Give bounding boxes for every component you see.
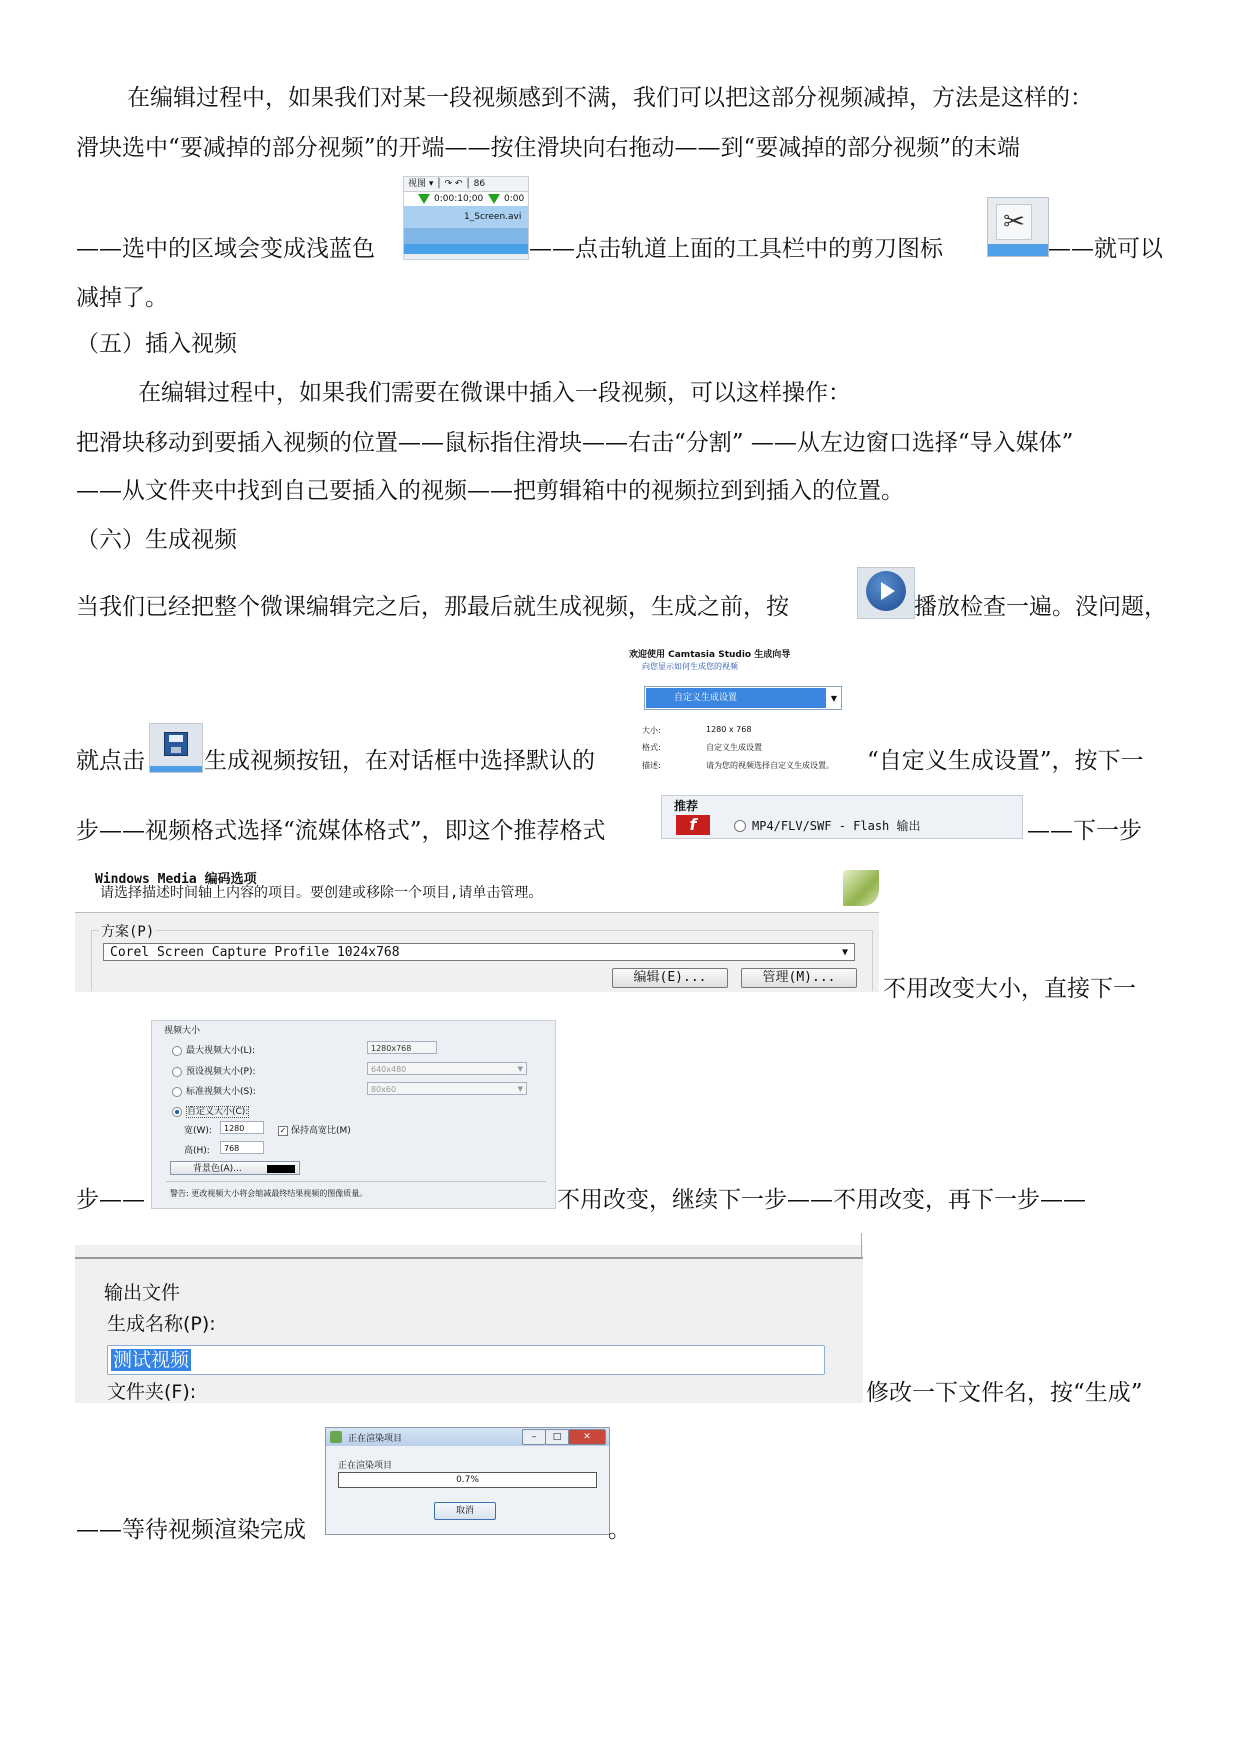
paragraph-3-line-5a: 步—— [76, 1187, 145, 1213]
paragraph-2-line-1: 在编辑过程中，如果我们需要在微课中插入一段视频，可以这样操作： [138, 380, 851, 406]
time-right: 0:00 [504, 194, 525, 204]
option-preset-size: 预设视频大小(P): [172, 1064, 255, 1077]
wizard-preset-value: 自定义生成设置 [674, 693, 738, 703]
start-marker-icon [418, 194, 430, 204]
timeline-clip: 1_Screen.avi [404, 206, 528, 228]
play-icon [866, 571, 906, 611]
wizard-size-row: 大小: 1280 x 768 [642, 725, 752, 735]
wizard-format-row: 格式: 自定义生成设置 [642, 743, 762, 752]
paragraph-3-line-2b: 生成视频按钮，在对话框中选择默认的 [204, 748, 595, 774]
windows-media-encoding-image [75, 868, 879, 992]
render-progress-text: 0.7% [456, 1475, 479, 1485]
flash-logo-icon: f [676, 815, 710, 835]
maximize-icon: □ [545, 1429, 569, 1445]
height-label: 高(H): [184, 1146, 210, 1156]
time-left: 0:00:10;00 [434, 194, 484, 204]
color-swatch [267, 1165, 295, 1173]
option-custom-size: 自定义大小(C): [172, 1104, 249, 1117]
paragraph-2-line-3: ——从文件夹中找到自己要插入的视频——把剪辑箱中的视频拉到到插入的位置。 [76, 478, 904, 504]
audio-waveform [404, 228, 528, 244]
width-field: 1280 [220, 1121, 264, 1134]
folder-label: 文件夹(F): [107, 1381, 197, 1403]
video-size-dialog-image [151, 1020, 556, 1209]
preset-size-field: 640x480 ▼ [367, 1062, 527, 1075]
scissors-icon: ✂ [996, 204, 1032, 240]
produce-button-image [149, 723, 203, 773]
produce-wizard-image [620, 640, 852, 790]
output-file-heading: 输出文件 [104, 1282, 181, 1304]
render-status: 正在渲染项目 [338, 1461, 393, 1471]
paragraph-3-line-6: 修改一下文件名，按“生成” [866, 1380, 1143, 1406]
timeline-selection-image [403, 176, 529, 260]
wizard-subtitle: 向您显示如何生成您的视频 [642, 662, 738, 671]
paragraph-3-line-7a: ——等待视频渲染完成 [76, 1517, 306, 1543]
paragraph-3-line-2c: “自定义生成设置”，按下一 [867, 748, 1144, 774]
paragraph-3-line-1b: 播放检查一遍。没问题， [914, 594, 1167, 620]
paragraph-1-line-3c: ——就可以 [1048, 236, 1163, 262]
paragraph-1-line-4: 减掉了。 [76, 285, 168, 311]
paragraph-1-line-1: 在编辑过程中，如果我们对某一段视频感到不满，我们可以把这部分视频减掉，方法是这样的： [127, 85, 1093, 111]
render-progress-bar [338, 1472, 597, 1488]
standard-size-field: 80x60 ▼ [367, 1082, 527, 1095]
paragraph-3-line-4: 不用改变大小，直接下一 [883, 976, 1136, 1002]
floppy-disk-icon [164, 732, 188, 756]
wizard-desc-row: 描述: 请为您的视频选择自定义生成设置。 [642, 761, 834, 770]
heading-insert-video: （五）插入视频 [76, 331, 237, 357]
output-file-image [75, 1245, 863, 1403]
recommended-label: 推荐 [674, 799, 699, 813]
scissors-button-image [987, 197, 1049, 257]
end-marker-icon [488, 194, 500, 204]
paragraph-3-line-7b: 。 [608, 1517, 631, 1543]
radio-icon [734, 820, 746, 832]
production-name-input [107, 1345, 825, 1375]
minimize-icon: – [522, 1429, 546, 1445]
option-standard-size: 标准视频大小(S): [172, 1084, 256, 1097]
edit-button: 编辑(E)... [612, 968, 728, 988]
option-max-size: 最大视频大小(L): [172, 1043, 255, 1056]
flash-option-label: MP4/FLV/SWF - Flash 输出 [752, 819, 921, 833]
paragraph-1-line-3b: ——点击轨道上面的工具栏中的剪刀图标 [529, 236, 943, 262]
rendering-dialog-image [325, 1427, 610, 1535]
paragraph-3-line-2a: 就点击 [76, 748, 145, 774]
leaf-logo-icon [843, 870, 879, 906]
manage-button: 管理(M)... [741, 968, 857, 988]
paragraph-1-line-2: 滑块选中“要减掉的部分视频”的开端——按住滑块向右拖动——到“要减掉的部分视频”的末端 [76, 135, 1021, 161]
timeline-toolbar: 视图 ▾ │ ↷ ↶ │ 86 [404, 177, 528, 192]
production-name-label: 生成名称(P): [107, 1313, 216, 1335]
wm-description: 请选择描述时间轴上内容的项目。要创建或移除一个项目,请单击管理。 [100, 885, 543, 901]
chevron-down-icon: ▼ [830, 694, 837, 703]
paragraph-3-line-5b: 不用改变，继续下一步——不用改变，再下一步—— [557, 1187, 1086, 1213]
app-icon [330, 1431, 342, 1443]
selection-bar [404, 244, 528, 254]
chevron-down-icon: ▼ [841, 947, 848, 958]
size-warning: 警告: 更改视频大小将会缩减最终结果视频的图像质量。 [170, 1189, 368, 1198]
wizard-title: 欢迎使用 Camtasia Studio 生成向导 [629, 650, 791, 660]
cancel-button: 取消 [434, 1502, 496, 1520]
timeline-ruler [404, 192, 528, 206]
wizard-preset-select [644, 686, 842, 710]
video-size-group-label: 视频大小 [164, 1026, 201, 1036]
play-button-image [857, 567, 915, 619]
close-icon: ✕ [568, 1429, 606, 1445]
paragraph-3-line-1a: 当我们已经把整个微课编辑完之后，那最后就生成视频，生成之前，按 [76, 594, 789, 620]
heading-produce-video: （六）生成视频 [76, 527, 237, 553]
width-label: 宽(W): [184, 1126, 212, 1136]
render-dialog-title: 正在渲染项目 [348, 1434, 403, 1444]
background-color-button: 背景色(A)... [170, 1161, 300, 1175]
paragraph-1-line-3a: ——选中的区域会变成浅蓝色 [76, 236, 375, 262]
production-name-value: 测试视频 [113, 1349, 190, 1371]
max-size-field: 1280x768 [367, 1041, 437, 1054]
keep-ratio-checkbox: ✓ 保持高宽比(M) [279, 1125, 351, 1136]
paragraph-2-line-2: 把滑块移动到要插入视频的位置——鼠标指住滑块——右击“分割” ——从左边窗口选择“导入媒体” [76, 430, 1074, 456]
height-field: 768 [220, 1141, 264, 1154]
flash-output-option-image [661, 795, 1023, 839]
scheme-dropdown: Corel Screen Capture Profile 1024x768 ▼ [103, 943, 855, 961]
paragraph-3-line-3a: 步——视频格式选择“流媒体格式”，即这个推荐格式 [76, 818, 606, 844]
scheme-label: 方案(P) [99, 921, 156, 941]
paragraph-3-line-3b: ——下一步 [1027, 818, 1142, 844]
wm-title: Windows Media 编码选项 [95, 872, 257, 887]
